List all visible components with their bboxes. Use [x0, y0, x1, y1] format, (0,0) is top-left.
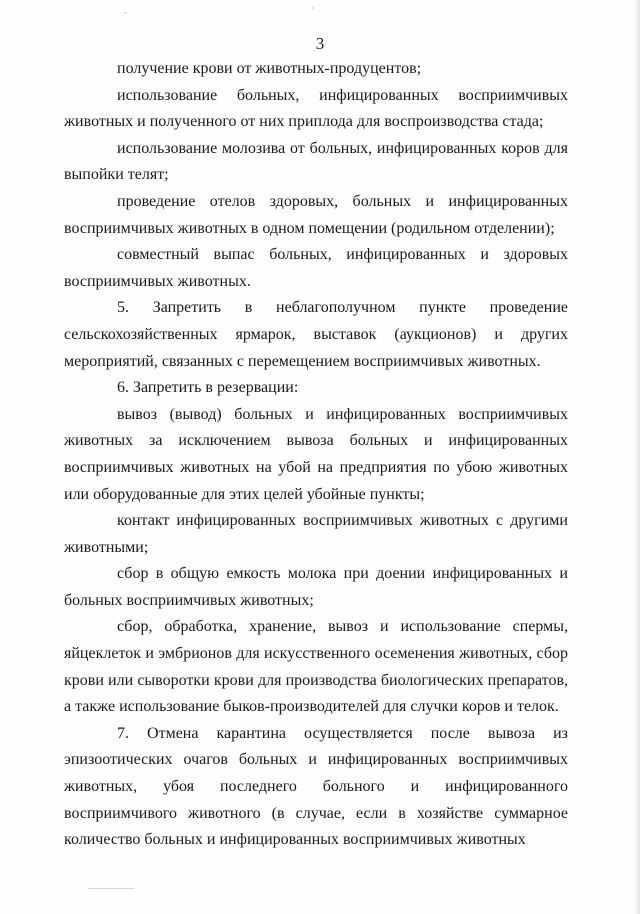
page-number: 3	[315, 34, 325, 53]
paragraph-grazing: совместный выпас больных, инфицированных и здоровых восприимчивых животных.	[64, 246, 568, 290]
paragraph-milk: сбор в общую емкость молока при доении инфицированных и больных восприимчивых животных;	[64, 565, 568, 609]
paragraph-export: вывоз (вывод) больных и инфицированных восприимчивых животных за исключением вывоза больных и инфицированных восприимчивых животных на убой на предприятия по убою животных или оборудованные для этих целей убойные пункты;	[64, 405, 568, 503]
scan-speck	[312, 7, 314, 9]
paragraph-semen: сбор, обработка, хранение, вывоз и использование спермы, яйцеклеток и эмбрионов для искусственного осеменения животных, сбор крови или сыворотки крови для производства биологических препаратов, а также использование быков-производителей для случки коров и телок.	[64, 618, 568, 716]
paragraph-breeding-use: использование больных, инфицированных восприимчивых животных и полученного от них приплода для воспроизводства стада;	[64, 86, 568, 131]
document-body	[64, 56, 568, 854]
paragraph-contact: контакт инфицированных восприимчивых животных с другими животными;	[64, 512, 568, 556]
scan-speck	[88, 888, 134, 889]
paragraph-calving: проведение отелов здоровых, больных и инфицированных восприимчивых животных в одном помещении (родильном отделении);	[64, 192, 568, 237]
scan-speck	[124, 12, 127, 14]
paragraph-blood-collection: получение крови от животных-продуцентов;	[117, 60, 422, 77]
paragraph-colostrum: использование молозива от больных, инфицированных коров для выпойки телят;	[64, 139, 568, 184]
paragraph-item-7: 7. Отмена карантина осуществляется после вывоза из эпизоотических очагов больных и инфицированных восприимчивых животных, убоя последнего больного и инфицированного восприимчивого животного (в случае, если в хозяйстве суммарное количество больных и инфицированных восприимчивых животных	[64, 724, 568, 849]
paragraph-item-5: 5. Запретить в неблагополучном пункте проведение сельскохозяйственных ярмарок, выставок (аукционов) и других мероприятий, связанных с перемещением восприимчивых животных.	[64, 299, 568, 370]
paragraph-item-6: 6. Запретить в резервации:	[117, 379, 299, 397]
scan-edge-shadow	[634, 0, 640, 914]
